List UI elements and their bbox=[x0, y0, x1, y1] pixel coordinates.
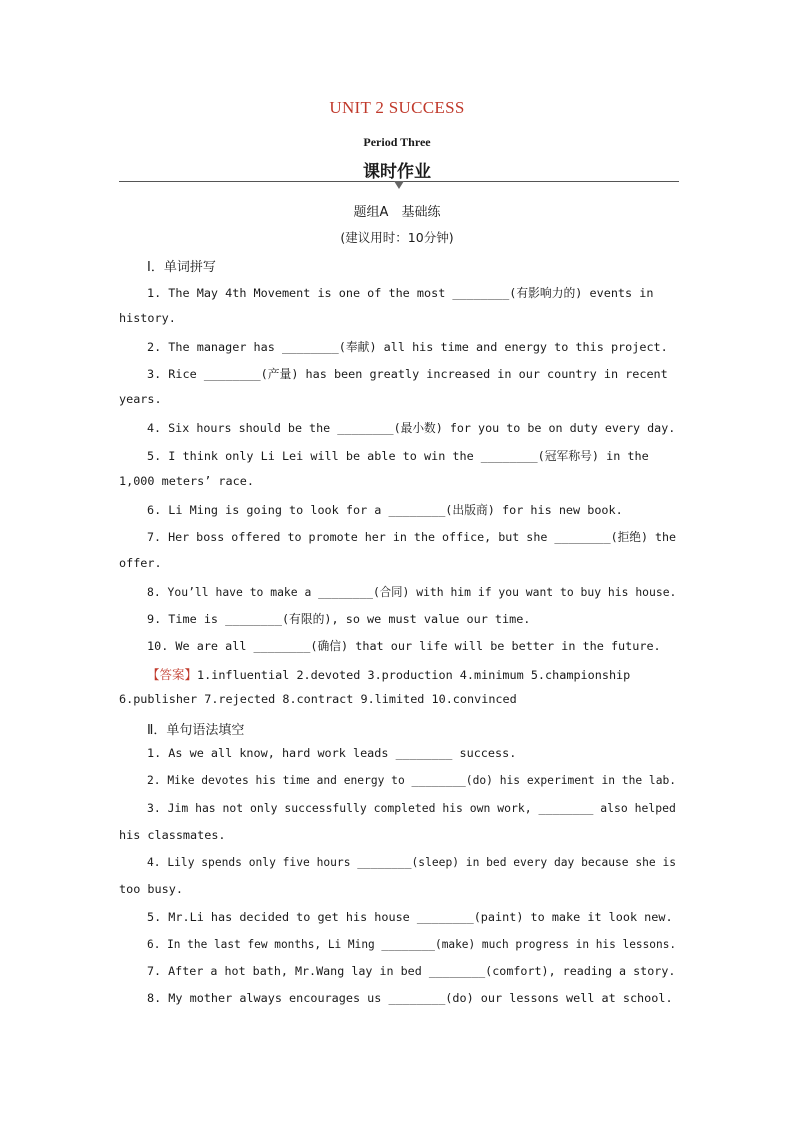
question-line: 7. Her boss offered to promote her in the office, but she ________(拒绝) the bbox=[147, 530, 677, 544]
question-line: 1. The May 4th Movement is one of the most ________(有影响力的) events in bbox=[147, 286, 654, 300]
question-line: his classmates. bbox=[119, 828, 226, 842]
question-line: 1. As we all know, hard work leads ________ success. bbox=[147, 746, 517, 760]
question-line: history. bbox=[119, 311, 176, 325]
question-line: 3. Jim has not only successfully completed his own work, ________ also helped bbox=[147, 801, 676, 815]
question-line: 5. Mr.Li has decided to get his house ________(paint) to make it look new. bbox=[147, 910, 673, 924]
question-line: 2. The manager has ________(奉献) all his time and energy to this project. bbox=[147, 340, 668, 354]
section-heading: 课时作业 bbox=[363, 162, 431, 182]
question-line: 1,000 meters’ race. bbox=[119, 474, 254, 488]
question-line: 10. We are all ________(确信) that our life will be better in the future. bbox=[147, 639, 661, 653]
question-line: 4. Six hours should be the ________(最小数) for you to be on duty every day. bbox=[147, 421, 676, 435]
group-heading: 题组A 基础练 bbox=[353, 205, 441, 220]
question-line: offer. bbox=[119, 556, 162, 570]
answer-line: 6.publisher 7.rejected 8.contract 9.limited 10.convinced bbox=[119, 692, 517, 706]
unit-title: UNIT 2 SUCCESS bbox=[329, 98, 465, 117]
answer-line bbox=[147, 665, 630, 683]
question-line: 9. Time is ________(有限的), so we must value our time. bbox=[147, 612, 531, 626]
question-line: 3. Rice ________(产量) has been greatly increased in our country in recent bbox=[147, 367, 668, 381]
question-line: 8. You’ll have to make a ________(合同) with him if you want to buy his house. bbox=[147, 585, 677, 599]
question-line: too busy. bbox=[119, 882, 183, 896]
part2-heading: Ⅱ．单句语法填空 bbox=[147, 723, 245, 738]
answer-label: 【答案】 bbox=[147, 667, 198, 682]
question-line: 8. My mother always encourages us ________(do) our lessons well at school. bbox=[147, 991, 673, 1005]
question-line: 6. Li Ming is going to look for a ________(出版商) for his new book. bbox=[147, 503, 623, 517]
question-line: 4. Lily spends only five hours ________(sleep) in bed every day because she is bbox=[147, 855, 677, 869]
period-subtitle: Period Three bbox=[363, 135, 431, 149]
question-line: 2. Mike devotes his time and energy to ________(do) his experiment in the lab. bbox=[147, 773, 677, 787]
part1-heading: Ⅰ．单词拼写 bbox=[147, 260, 216, 275]
question-line: 7. After a hot bath, Mr.Wang lay in bed ________(comfort), reading a story. bbox=[147, 964, 676, 978]
suggested-time: (建议用时：10分钟) bbox=[340, 230, 454, 245]
question-line: 5. I think only Li Lei will be able to win the ________(冠军称号) in the bbox=[147, 449, 649, 463]
question-line: years. bbox=[119, 392, 162, 406]
triangle-marker-icon bbox=[394, 181, 404, 189]
answer-text: 1.influential 2.devoted 3.production 4.minimum 5.championship bbox=[197, 668, 631, 682]
question-line: 6. In the last few months, Li Ming ________(make) much progress in his lessons. bbox=[147, 937, 677, 951]
